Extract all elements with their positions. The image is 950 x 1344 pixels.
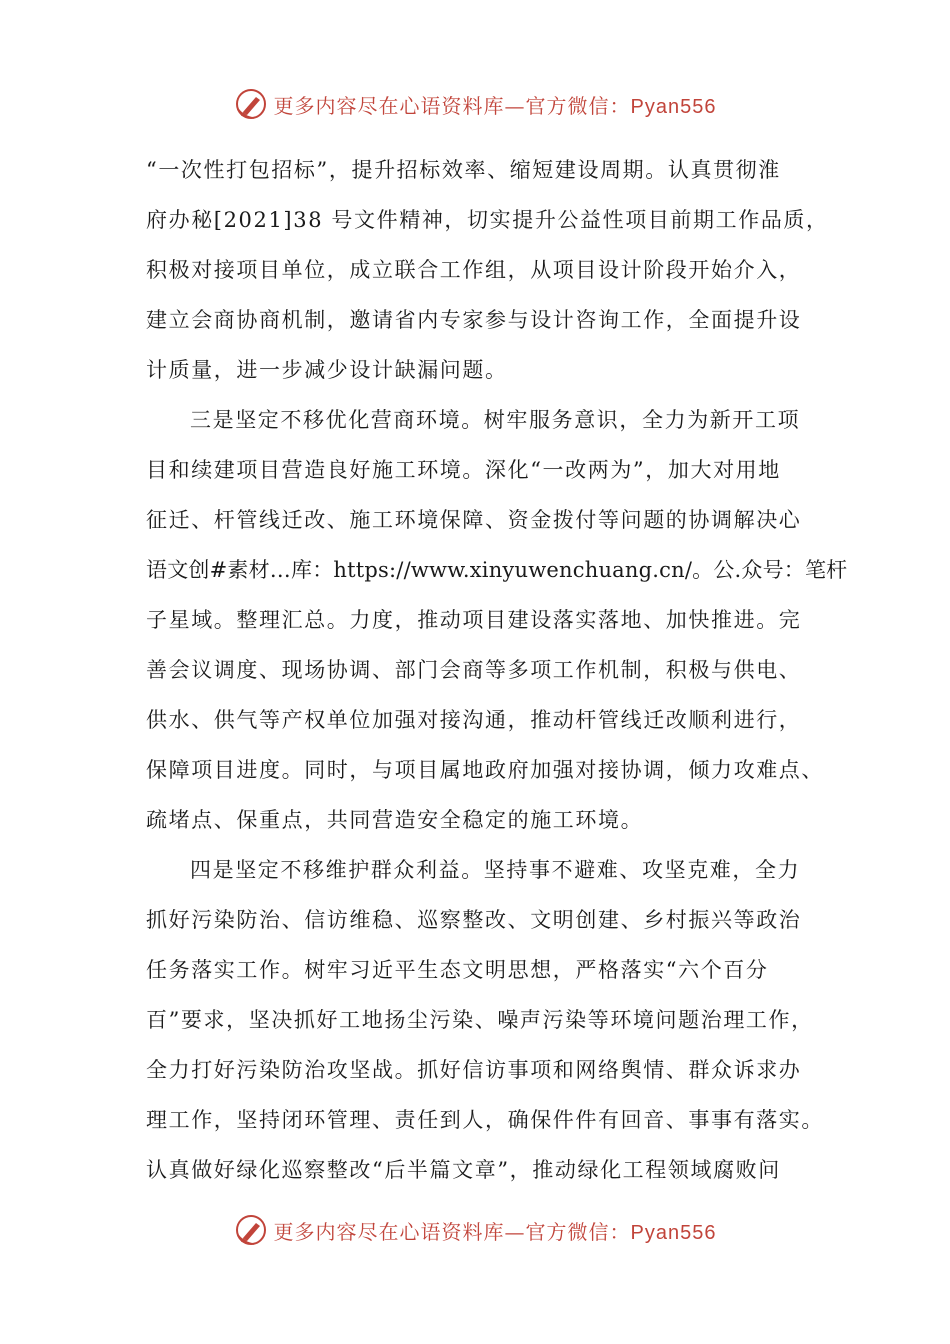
text-line: 认真做好绿化巡察整改“后半篇文章”，推动绿化工程领域腐败问	[146, 1158, 781, 1182]
pen-logo-icon	[234, 1213, 268, 1247]
text-line: 抓好污染防治、信访维稳、巡察整改、文明创建、乡村振兴等政治	[146, 908, 802, 932]
text-line: “一次性打包招标”，提升招标效率、缩短建设周期。认真贯彻淮	[146, 158, 781, 182]
text-line: 征迁、杆管线迁改、施工环境保障、资金拨付等问题的协调解决心	[146, 508, 802, 532]
text-line: 保障项目进度。同时，与项目属地政府加强对接协调，倾力攻难点、	[146, 758, 824, 782]
text-line: 百”要求，坚决抓好工地扬尘污染、噪声污染等环境问题治理工作，	[146, 1008, 814, 1032]
text-line: 目和续建项目营造良好施工环境。深化“一改两为”，加大对用地	[146, 458, 781, 482]
text-line: 建立会商协商机制，邀请省内专家参与设计咨询工作，全面提升设	[146, 308, 802, 332]
paragraph-start-line: 三是坚定不移优化营商环境。树牢服务意识，全力为新开工项	[190, 408, 801, 432]
text-line-with-link: 语文创#素材…库：https://www.xinyuwenchuang.cn/。公.众号：笔杆	[146, 558, 848, 582]
text-line: 积极对接项目单位，成立联合工作组，从项目设计阶段开始介入，	[146, 258, 802, 282]
document-body	[146, 150, 848, 1200]
banner-text: 更多内容尽在心语资料库—官方微信：	[273, 1219, 631, 1244]
text-line: 供水、供气等产权单位加强对接沟通，推动杆管线迁改顺利进行，	[146, 708, 802, 732]
header-banner	[0, 84, 950, 124]
text-line: 理工作，坚持闭环管理、责任到人，确保件件有回音、事事有落实。	[146, 1108, 824, 1132]
footer-banner	[0, 1210, 950, 1250]
text-line: 疏堵点、保重点，共同营造安全稳定的施工环境。	[146, 808, 644, 832]
paragraph-start-line: 四是坚定不移维护群众利益。坚持事不避难、攻坚克难，全力	[190, 858, 801, 882]
banner-wechat-id: Pyan556	[630, 95, 717, 118]
text-line: 任务落实工作。树牢习近平生态文明思想，严格落实“六个百分	[146, 958, 769, 982]
text-line: 善会议调度、现场协调、部门会商等多项工作机制，积极与供电、	[146, 658, 802, 682]
text-line: 计质量，进一步减少设计缺漏问题。	[146, 358, 508, 382]
text-line: 子星域。整理汇总。力度，推动项目建设落实落地、加快推进。完	[146, 608, 802, 632]
pen-logo-icon	[234, 87, 268, 121]
banner-wechat-id: Pyan556	[630, 1221, 717, 1244]
text-line: 全力打好污染防治攻坚战。抓好信访事项和网络舆情、群众诉求办	[146, 1058, 802, 1082]
banner-text: 更多内容尽在心语资料库—官方微信：	[273, 93, 631, 118]
text-line: 府办秘[2021]38 号文件精神，切实提升公益性项目前期工作品质，	[146, 208, 829, 232]
